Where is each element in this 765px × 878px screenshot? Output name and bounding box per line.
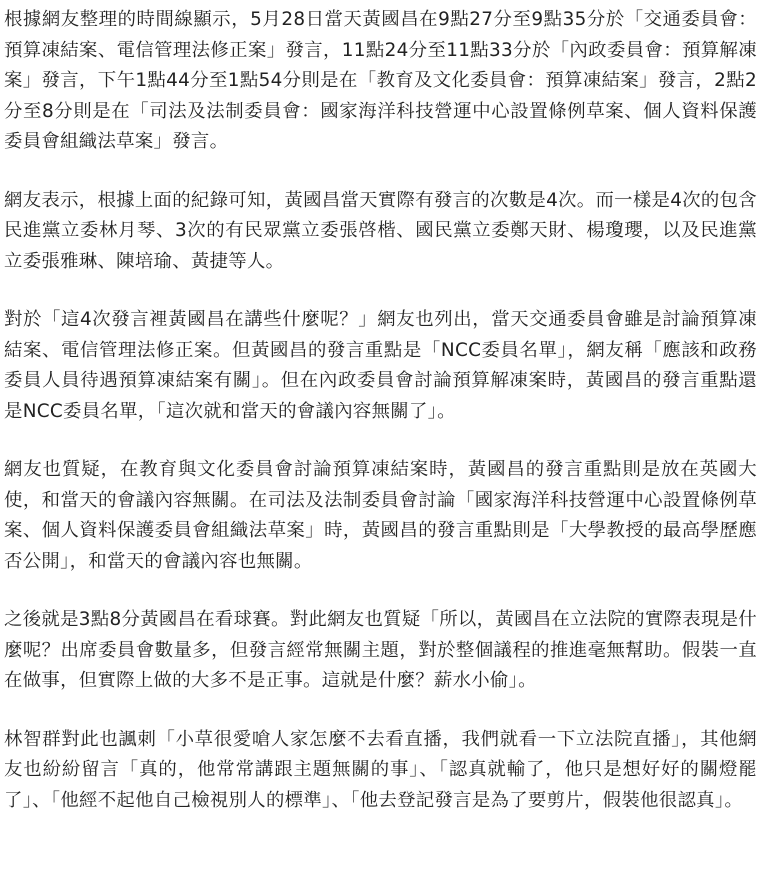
paragraph-questioning: 網友也質疑，在教育與文化委員會討論預算凍結案時，黃國昌的發言重點則是放在英國大使，和當天的會議內容無關。在司法及法制委員會討論「國家海洋科技營運中心設置條例草案、個人資料保護委員會組織法草案」時，黃國昌的發言重點則是「大學教授的最高學歷應否公開」，和當天的會議內容也無關。 <box>4 459 757 572</box>
paragraph-ball-game: 之後就是3點8分黃國昌在看球賽。對此網友也質疑「所以，黃國昌在立法院的實際表現是什麼呢？出席委員會數量多，但發言經常無關主題，對於整個議程的推進毫無幫助。假裝一直在做事，但實際上做的大多不是正事。這就是什麼？薪水小偷」。 <box>4 609 757 691</box>
article-body <box>0 5 765 816</box>
paragraph-speech-count: 網友表示，根據上面的紀錄可知，黃國昌當天實際有發言的次數是4次。而一樣是4次的包含民進黨立委林月琴、3次的有民眾黨立委張啓楷、國民黨立委鄭天財、楊瓊瓔，以及民進黨立委張雅琳、陳培瑜、黃捷等人。 <box>4 189 757 272</box>
paragraph-comments: 林智群對此也諷刺「小草很愛嗆人家怎麼不去看直播，我們就看一下立法院直播」，其他網友也紛紛留言「真的，他常常講跟主題無關的事」、「認真就輸了，他只是想好好的關燈罷了」、「他經不起他自己檢視別人的標準」、「他去登記發言是為了要剪片，假裝他很認真」。 <box>4 728 757 811</box>
paragraph-timeline: 根據網友整理的時間線顯示，5月28日當天黃國昌在9點27分至9點35分於「交通委員會：預算凍結案、電信管理法修正案」發言，11點24分至11點33分於「內政委員會：預算解凍案」發言，下午1點44分至1點54分則是在「教育及文化委員會：預算凍結案」發言，2點2分至8分則是在「司法及法制委員會：國家海洋科技營運中心設置條例草案、個人資料保護委員會組織法草案」發言。 <box>4 9 757 152</box>
paragraph-speech-content: 對於「這4次發言裡黃國昌在講些什麼呢？」網友也列出，當天交通委員會雖是討論預算凍結案、電信管理法修正案。但黃國昌的發言重點是「NCC委員名單」，網友稱「應該和政務委員人員待遇預算凍結案有關」。但在內政委員會討論預算解凍案時，黃國昌的發言重點還是NCC委員名單，「這次就和當天的會議內容無關了」。 <box>4 309 757 422</box>
